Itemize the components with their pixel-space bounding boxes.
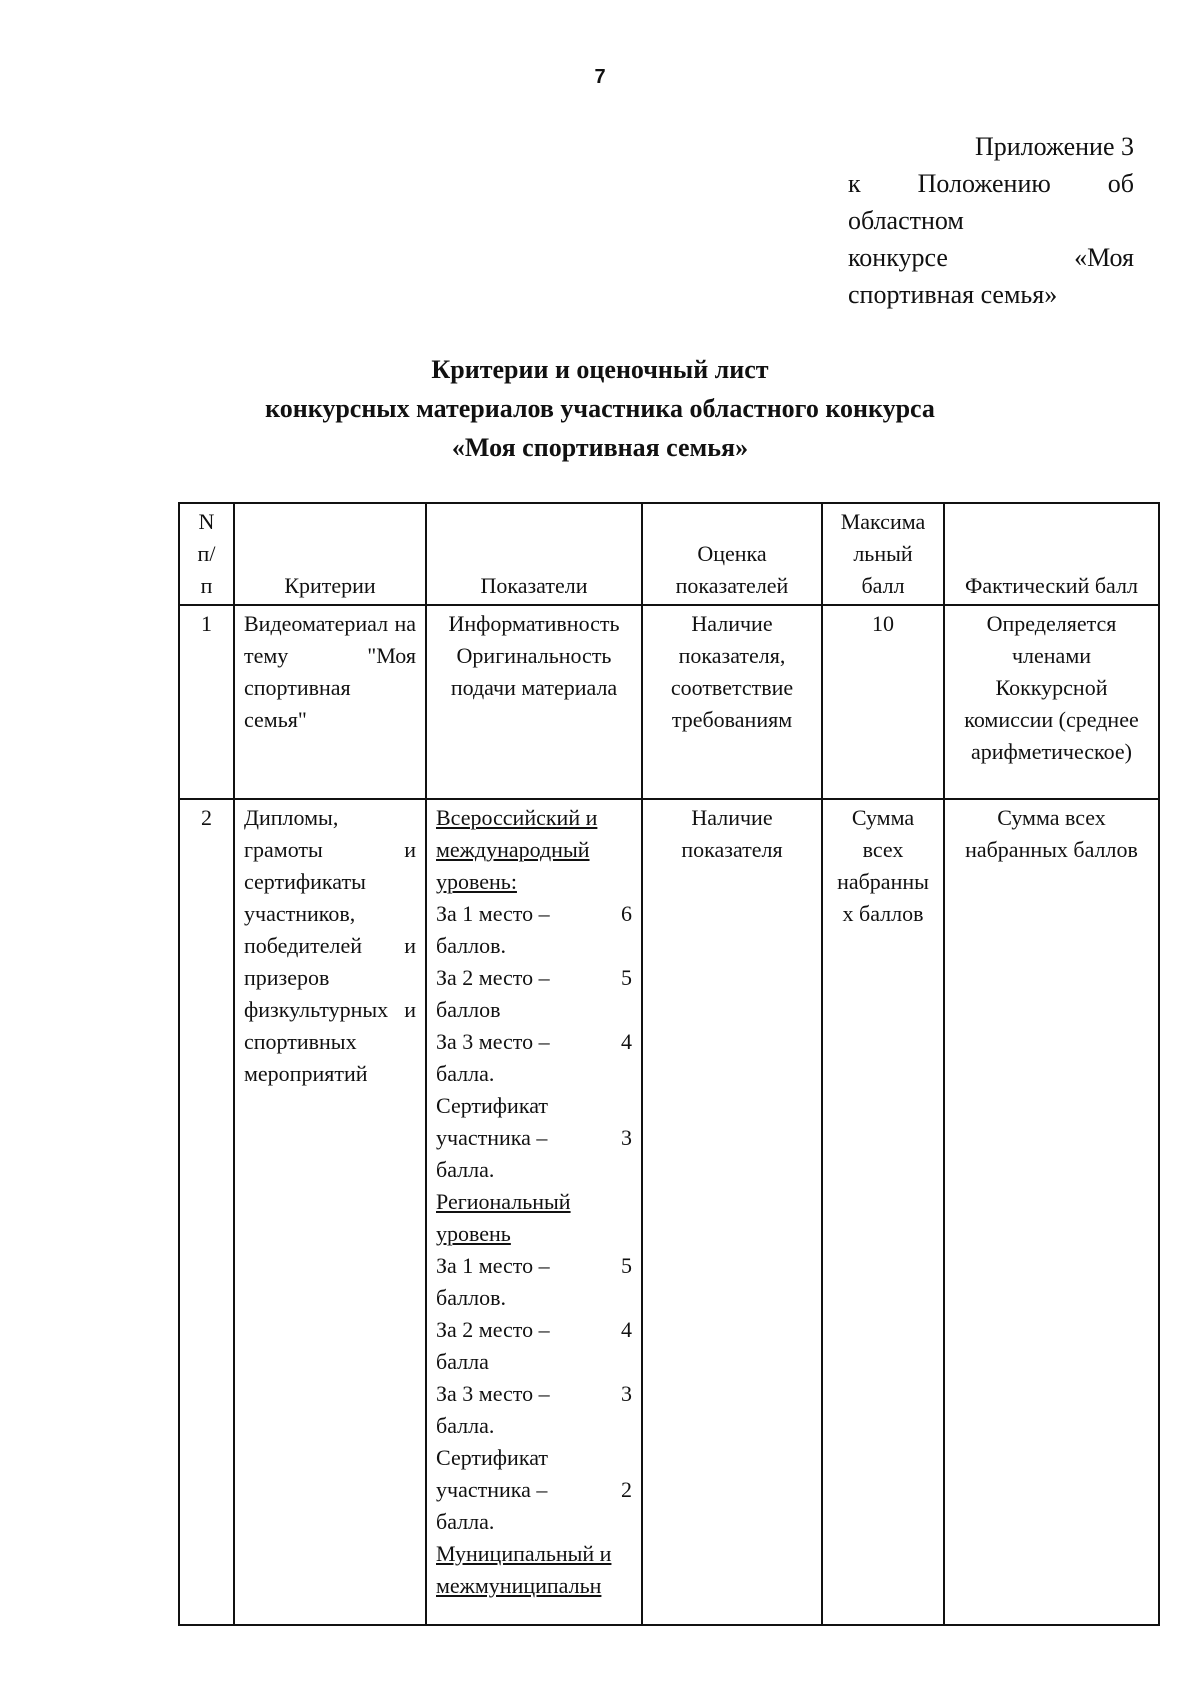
cell-criteria: Дипломы, грамоты и сертификаты участников, победителей и призеров физкультурных и спортивных мероприятий bbox=[234, 799, 426, 1625]
table-row bbox=[179, 799, 1159, 1625]
score-text: За 2 место – bbox=[436, 1317, 550, 1342]
score-text: За 3 место – bbox=[436, 1381, 550, 1406]
level-heading-regional: Региональный уровень bbox=[436, 1189, 571, 1246]
score-line bbox=[436, 1378, 632, 1410]
score-line bbox=[436, 1474, 632, 1506]
header-max-score: Максима льный балл bbox=[822, 503, 944, 605]
score-text: За 1 место – bbox=[436, 1253, 550, 1278]
cell-indicators: Информативность Оригинальность подачи материала bbox=[426, 605, 642, 799]
appendix-block bbox=[848, 128, 1134, 313]
title-line-3: «Моя спортивная семья» bbox=[451, 433, 749, 462]
header-indicators: Показатели bbox=[426, 503, 642, 605]
score-unit: балла. bbox=[436, 1509, 495, 1534]
header-actual-score: Фактический балл bbox=[944, 503, 1159, 605]
table-row bbox=[179, 605, 1159, 799]
score-unit: балла. bbox=[436, 1061, 495, 1086]
title-line-1: Критерии и оценочный лист bbox=[431, 355, 769, 384]
table-header-row bbox=[179, 503, 1159, 605]
score-value: 3 bbox=[621, 1125, 632, 1150]
score-unit: балла bbox=[436, 1349, 489, 1374]
appendix-word: Положению bbox=[917, 169, 1051, 198]
score-line bbox=[436, 962, 632, 994]
header-criteria: Критерии bbox=[234, 503, 426, 605]
score-value: 4 bbox=[621, 1317, 632, 1342]
score-value: 3 bbox=[621, 1381, 632, 1406]
appendix-line-2 bbox=[848, 165, 1134, 202]
cell-num: 1 bbox=[179, 605, 234, 799]
score-value: 5 bbox=[621, 1253, 632, 1278]
level-heading-municipal: Муниципальный и межмуниципальн bbox=[436, 1541, 612, 1598]
criteria-table bbox=[178, 502, 1160, 1626]
certificate-label: Сертификат bbox=[436, 1093, 548, 1118]
score-unit: балла. bbox=[436, 1157, 495, 1182]
cell-indicators bbox=[426, 799, 642, 1625]
score-text: участника – bbox=[436, 1477, 548, 1502]
score-text: За 2 место – bbox=[436, 965, 550, 990]
score-text: За 1 место – bbox=[436, 901, 550, 926]
appendix-line-4 bbox=[848, 239, 1134, 276]
score-value: 6 bbox=[621, 901, 632, 926]
appendix-word: об bbox=[1107, 169, 1134, 198]
score-value: 4 bbox=[621, 1029, 632, 1054]
score-line bbox=[436, 1026, 632, 1058]
cell-actual-score: Определяется членами Коккурсной комиссии (среднее арифметическое) bbox=[944, 605, 1159, 799]
appendix-line-5: спортивная семья» bbox=[848, 280, 1058, 309]
appendix-word: к bbox=[848, 169, 861, 198]
score-line bbox=[436, 1250, 632, 1282]
appendix-line-1: Приложение 3 bbox=[974, 132, 1134, 161]
cell-actual-score: Сумма всех набранных баллов bbox=[944, 799, 1159, 1625]
certificate-label: Сертификат bbox=[436, 1445, 548, 1470]
score-value: 5 bbox=[621, 965, 632, 990]
appendix-line-3: областном bbox=[848, 206, 964, 235]
score-text: участника – bbox=[436, 1125, 548, 1150]
cell-max-score: Сумма всех набранны х баллов bbox=[822, 799, 944, 1625]
score-value: 2 bbox=[621, 1477, 632, 1502]
cell-criteria: Видеоматериал на тему "Моя спортивная семья" bbox=[234, 605, 426, 799]
page-number: 7 bbox=[594, 66, 606, 88]
level-heading-federal: Всероссийский и международный уровень: bbox=[436, 805, 598, 894]
cell-evaluation: Наличие показателя bbox=[642, 799, 822, 1625]
document-title bbox=[0, 350, 1200, 467]
score-unit: баллов. bbox=[436, 933, 506, 958]
score-line bbox=[436, 898, 632, 930]
score-text: За 3 место – bbox=[436, 1029, 550, 1054]
score-unit: баллов. bbox=[436, 1285, 506, 1310]
cell-evaluation: Наличие показателя, соответствие требованиям bbox=[642, 605, 822, 799]
score-line bbox=[436, 1122, 632, 1154]
appendix-word: «Моя bbox=[1074, 243, 1134, 272]
header-evaluation: Оценка показателей bbox=[642, 503, 822, 605]
title-line-2: конкурсных материалов участника областного конкурса bbox=[265, 394, 935, 423]
cell-num: 2 bbox=[179, 799, 234, 1625]
score-unit: баллов bbox=[436, 997, 501, 1022]
header-num: N п/ п bbox=[179, 503, 234, 605]
score-unit: балла. bbox=[436, 1413, 495, 1438]
cell-max-score: 10 bbox=[822, 605, 944, 799]
appendix-word: конкурсе bbox=[848, 243, 948, 272]
score-line bbox=[436, 1314, 632, 1346]
